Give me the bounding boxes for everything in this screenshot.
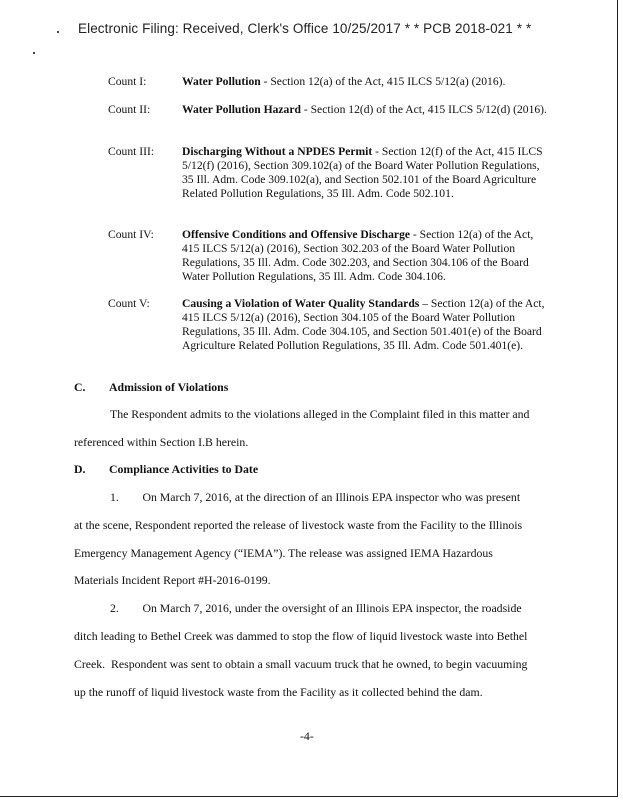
- count-label: Count IV:: [108, 228, 154, 241]
- count-label: Count I:: [108, 75, 147, 88]
- count-description: [182, 297, 548, 353]
- count-title: Water Pollution: [182, 75, 261, 88]
- count-label: Count III:: [108, 145, 155, 158]
- text-line: 1. On March 7, 2016, at the direction of an Illinois EPA inspector who was present: [110, 490, 521, 504]
- count-description: [182, 228, 548, 284]
- count-text: - Section 12(d) of the Act, 415 ILCS 5/12(d) (2016).: [300, 103, 547, 116]
- text-line: The Respondent admits to the violations alleged in the Complaint filed in this matter and: [110, 407, 530, 421]
- section-title: Admission of Violations: [109, 380, 229, 394]
- scan-speck: [33, 52, 35, 54]
- count-title: Offensive Conditions and Offensive Discharge: [182, 228, 411, 241]
- count-title: Water Pollution Hazard: [182, 103, 301, 116]
- scan-speck: [57, 31, 59, 33]
- count-text: – Section 12(a) of the Act, 415 ILCS 5/12(a) (2016), Section 304.105 of the Board Water Pollution Regulations, 35 Ill. Adm. Code 304.105, and Section 501.401(e) of the Board Agriculture Related Pollution Regulations, 35 Ill. Adm. Code 501.401(e).: [182, 297, 545, 352]
- text-line: referenced within Section I.B herein.: [74, 435, 249, 449]
- count-label: Count V:: [108, 297, 150, 310]
- text-line: at the scene, Respondent reported the release of livestock waste from the Facility to the Illinois: [74, 518, 523, 532]
- count-text: - Section 12(f) of the Act, 415 ILCS 5/12(f) (2016), Section 309.102(a) of the Board Water Pollution Regulations, 35 Ill. Adm. Code 309.102(a), and Section 502.101 of the Board Agriculture Related Pollution Regulations, 35 Ill. Adm. Code 502.101.: [182, 145, 543, 200]
- count-description: [182, 75, 548, 89]
- filing-stamp: Electronic Filing: Received, Clerk's Office 10/25/2017 * * PCB 2018-021 * *: [78, 21, 532, 36]
- text-line: Creek. Respondent was sent to obtain a small vacuum truck that he owned, to begin vacuuming: [74, 657, 528, 671]
- count-title: Discharging Without a NPDES Permit: [182, 145, 373, 158]
- count-text: - Section 12(a) of the Act, 415 ILCS 5/12(a) (2016), Section 302.203 of the Board Water Pollution Regulations, 35 Ill. Adm. Code 302.203, and Section 304.106 of the Board Water Pollution Regulations, 35 Ill. Adm. Code 304.106.: [182, 228, 534, 283]
- text-line: ditch leading to Bethel Creek was dammed to stop the flow of liquid livestock waste into Bethel: [74, 629, 528, 643]
- section-letter: C.: [74, 380, 86, 394]
- section-letter: D.: [74, 462, 86, 476]
- count-title: Causing a Violation of Water Quality Standards: [182, 297, 420, 310]
- count-description: [182, 145, 548, 201]
- count-description: [182, 103, 548, 117]
- text-line: 2. On March 7, 2016, under the oversight of an Illinois EPA inspector, the roadside: [110, 601, 522, 615]
- text-line: Emergency Management Agency (“IEMA”). The release was assigned IEMA Hazardous: [74, 546, 493, 560]
- section-title: Compliance Activities to Date: [109, 462, 259, 476]
- count-text: - Section 12(a) of the Act, 415 ILCS 5/12(a) (2016).: [260, 75, 506, 88]
- count-label: Count II:: [108, 103, 151, 116]
- page-number: -4-: [300, 729, 314, 743]
- text-line: up the runoff of liquid livestock waste from the Facility as it collected behind the dam.: [74, 685, 483, 699]
- text-line: Materials Incident Report #H-2016-0199.: [74, 573, 271, 587]
